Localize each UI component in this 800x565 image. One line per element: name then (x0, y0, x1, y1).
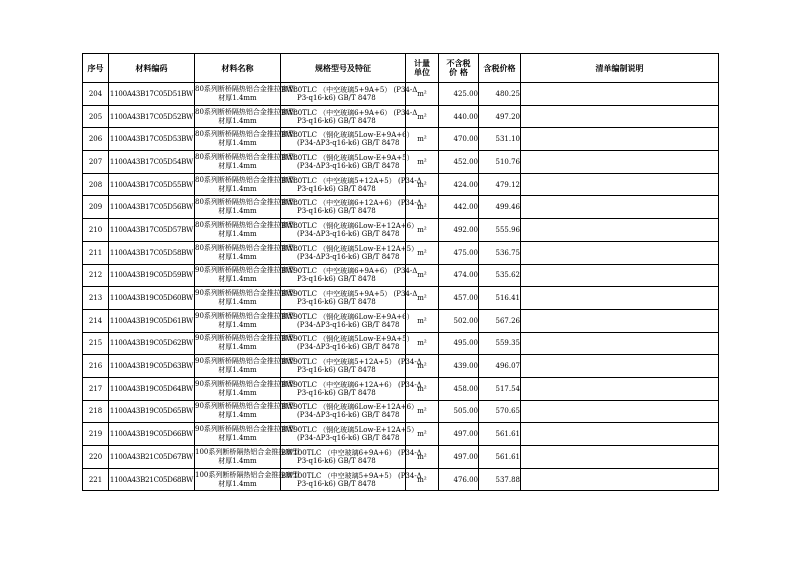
material-name (195, 468, 300, 491)
material-code: 1100A43B19C05D62BW (109, 332, 195, 355)
price-excl-tax: 442.00 (439, 196, 479, 219)
header-note: 清单编制说明 (521, 54, 719, 83)
material-code: 1100A43B19C05D61BW (109, 309, 195, 332)
note-cell (521, 196, 719, 219)
spec-line2: P3-q16-k6) GB/T 8478 (297, 479, 376, 488)
material-name-line1: 80系列断桥隔热铝合金推拉窗型 (195, 220, 295, 229)
note-cell (521, 105, 719, 128)
spec-line1: BW90TLC （中空玻璃6+12A+6） (P34-Δ (281, 380, 422, 389)
material-code: 1100A43B19C05D60BW (109, 287, 195, 310)
header-price (439, 54, 479, 83)
price-excl-tax: 505.00 (439, 400, 479, 423)
price-incl-tax: 480.25 (479, 83, 521, 106)
spec-line1: BW80TLC （钢化玻璃5Low-E+9A+6） (281, 131, 414, 140)
spec-cell (281, 400, 419, 423)
material-name-line1: 80系列断桥隔热铝合金推拉窗型 (195, 152, 295, 161)
material-name (195, 423, 295, 446)
spec-line1: BW90TLC （中空玻璃5+9A+5） (P34-Δ (281, 290, 418, 299)
spec-line1: BW100TLC （中空玻璃6+9A+6） (P34-Δ (281, 448, 422, 457)
table-body (83, 83, 719, 491)
price-excl-tax: 452.00 (439, 151, 479, 174)
note-cell (521, 377, 719, 400)
row-number: 221 (83, 468, 109, 491)
price-incl-tax: 499.46 (479, 196, 521, 219)
price-incl-tax: 535.62 (479, 264, 521, 287)
spec-line2: (P34-ΔP3-q16-k6) GB/T 8478 (297, 411, 400, 420)
material-name (195, 241, 295, 264)
spec-line1: BW80TLC （中空玻璃6+12A+6） (P34-Δ (281, 199, 422, 208)
table-row (83, 332, 719, 355)
material-code: 1100A43B17C05D51BW (109, 83, 195, 106)
material-name-line1: 90系列断桥隔热铝合金推拉窗型 (195, 266, 295, 275)
material-name-line1: 80系列断桥隔热铝合金推拉窗型 (195, 243, 295, 252)
price-incl-tax: 570.65 (479, 400, 521, 423)
spec-cell (281, 287, 418, 310)
material-name-line2: 材厚1.4mm (218, 298, 257, 307)
header-tax-price: 含税价格 (479, 54, 521, 83)
price-excl-tax: 474.00 (439, 264, 479, 287)
note-cell (521, 264, 719, 287)
note-cell (521, 241, 719, 264)
unit-cell: m² (406, 219, 439, 242)
material-name-line1: 90系列断桥隔热铝合金推拉窗型 (195, 402, 295, 411)
spec-cell (281, 241, 419, 264)
row-number: 204 (83, 83, 109, 106)
table-row (83, 173, 719, 196)
price-incl-tax: 496.07 (479, 355, 521, 378)
table-row (83, 241, 719, 264)
price-incl-tax: 497.20 (479, 105, 521, 128)
spec-line1: BW80TLC （钢化玻璃6Low-E+12A+6） (281, 221, 419, 230)
price-excl-tax: 439.00 (439, 355, 479, 378)
price-incl-tax: 479.12 (479, 173, 521, 196)
header-unit-line2: 单位 (414, 68, 430, 77)
material-code: 1100A43B19C05D63BW (109, 355, 195, 378)
material-name-line2: 材厚1.4mm (218, 139, 257, 148)
unit-cell: m² (406, 355, 439, 378)
unit-cell: m² (406, 309, 439, 332)
material-name-line2: 材厚1.4mm (218, 229, 257, 238)
material-name-line2: 材厚1.4mm (218, 434, 257, 443)
material-name-line1: 80系列断桥隔热铝合金推拉窗型 (195, 130, 295, 139)
price-excl-tax: 492.00 (439, 219, 479, 242)
spec-line2: P3-q16-k6) GB/T 8478 (297, 298, 376, 307)
material-name (195, 196, 295, 219)
material-name (195, 355, 295, 378)
row-number: 214 (83, 309, 109, 332)
material-name (195, 219, 295, 242)
spec-line2: P3-q16-k6) GB/T 8478 (297, 207, 376, 216)
note-cell (521, 287, 719, 310)
spec-cell (281, 151, 414, 174)
spec-line2: (P34-ΔP3-q16-k6) GB/T 8478 (297, 343, 400, 352)
price-excl-tax: 440.00 (439, 105, 479, 128)
note-cell (521, 400, 719, 423)
header-price-line2: 价 格 (449, 68, 468, 77)
table-row (83, 468, 719, 491)
table-row (83, 196, 719, 219)
table-row (83, 219, 719, 242)
price-excl-tax: 495.00 (439, 332, 479, 355)
material-name-line1: 90系列断桥隔热铝合金推拉窗型 (195, 425, 295, 434)
material-name-line2: 材厚1.4mm (218, 456, 257, 465)
spec-cell (281, 332, 414, 355)
spec-line1: BW80TLC （钢化玻璃5Low-E+9A+5） (281, 153, 414, 162)
header-name: 材料名称 (195, 54, 281, 83)
price-incl-tax: 567.26 (479, 309, 521, 332)
material-name (195, 446, 300, 469)
material-name (195, 332, 295, 355)
spec-line2: (P34-ΔP3-q16-k6) GB/T 8478 (297, 139, 400, 148)
header-price-line1: 不含税 (446, 59, 471, 68)
note-cell (521, 173, 719, 196)
spec-line2: (P34-ΔP3-q16-k6) GB/T 8478 (297, 320, 400, 329)
material-name-line2: 材厚1.4mm (218, 252, 257, 261)
row-number: 213 (83, 287, 109, 310)
spec-line1: BW80TLC （中空玻璃5+12A+5） (P34-Δ (281, 176, 422, 185)
unit-cell: m² (406, 173, 439, 196)
material-name-line2: 材厚1.4mm (218, 320, 257, 329)
spec-line2: (P34-ΔP3-q16-k6) GB/T 8478 (297, 229, 400, 238)
unit-cell: m² (406, 83, 439, 106)
unit-cell: m² (406, 128, 439, 151)
unit-cell: m² (406, 105, 439, 128)
material-name-line1: 80系列断桥隔热铝合金推拉窗型 (195, 107, 295, 116)
material-name-line2: 材厚1.4mm (218, 161, 257, 170)
table-row (83, 309, 719, 332)
material-name-line2: 材厚1.4mm (218, 411, 257, 420)
table-row (83, 128, 719, 151)
spec-cell (281, 264, 418, 287)
unit-cell: m² (406, 377, 439, 400)
note-cell (521, 446, 719, 469)
row-number: 209 (83, 196, 109, 219)
spec-line2: P3-q16-k6) GB/T 8478 (297, 184, 376, 193)
table-row (83, 264, 719, 287)
row-number: 205 (83, 105, 109, 128)
material-code: 1100A43B19C05D59BW (109, 264, 195, 287)
table-row (83, 83, 719, 106)
table-row (83, 151, 719, 174)
material-name-line1: 90系列断桥隔热铝合金推拉窗型 (195, 357, 295, 366)
material-code: 1100A43B17C05D55BW (109, 173, 195, 196)
material-name (195, 128, 295, 151)
spec-line2: (P34-ΔP3-q16-k6) GB/T 8478 (297, 252, 400, 261)
material-code: 1100A43B17C05D57BW (109, 219, 195, 242)
material-name (195, 151, 295, 174)
material-name-line2: 材厚1.4mm (218, 184, 257, 193)
spec-line1: BW90TLC （中空玻璃6+9A+6） (P34-Δ (281, 267, 418, 276)
material-name-line2: 材厚1.4mm (218, 275, 257, 284)
price-incl-tax: 531.10 (479, 128, 521, 151)
price-incl-tax: 559.35 (479, 332, 521, 355)
price-excl-tax: 497.00 (439, 423, 479, 446)
spec-line1: BW80TLC （钢化玻璃5Low-E+12A+5） (281, 244, 419, 253)
price-excl-tax: 457.00 (439, 287, 479, 310)
header-unit (406, 54, 439, 83)
material-code: 1100A43B21C05D67BW (109, 446, 195, 469)
price-incl-tax: 536.75 (479, 241, 521, 264)
spec-line2: P3-q16-k6) GB/T 8478 (297, 275, 376, 284)
table-row (83, 105, 719, 128)
table-row (83, 355, 719, 378)
material-name (195, 83, 295, 106)
spec-line2: P3-q16-k6) GB/T 8478 (297, 116, 376, 125)
material-name-line1: 100系列断桥隔热铝合金推拉窗型 (195, 447, 300, 456)
material-name-line1: 90系列断桥隔热铝合金推拉窗型 (195, 334, 295, 343)
material-name (195, 105, 295, 128)
material-name-line2: 材厚1.4mm (218, 366, 257, 375)
material-name-line1: 90系列断桥隔热铝合金推拉窗型 (195, 289, 295, 298)
price-incl-tax: 516.41 (479, 287, 521, 310)
material-name-line1: 80系列断桥隔热铝合金推拉窗型 (195, 198, 295, 207)
row-number: 220 (83, 446, 109, 469)
row-number: 206 (83, 128, 109, 151)
row-number: 218 (83, 400, 109, 423)
row-number: 211 (83, 241, 109, 264)
material-name (195, 400, 295, 423)
spec-line2: P3-q16-k6) GB/T 8478 (297, 93, 376, 102)
note-cell (521, 128, 719, 151)
spec-cell (281, 128, 414, 151)
material-code: 1100A43B17C05D56BW (109, 196, 195, 219)
spec-line1: BW90TLC （钢化玻璃6Low-E+9A+6） (281, 312, 414, 321)
price-excl-tax: 475.00 (439, 241, 479, 264)
material-name-line2: 材厚1.4mm (218, 93, 257, 102)
unit-cell: m² (406, 332, 439, 355)
spec-cell (281, 105, 418, 128)
unit-cell: m² (406, 151, 439, 174)
table-row (83, 287, 719, 310)
material-name-line1: 80系列断桥隔热铝合金推拉窗型 (195, 175, 295, 184)
material-price-table (82, 53, 719, 491)
price-incl-tax: 561.61 (479, 423, 521, 446)
material-code: 1100A43B19C05D66BW (109, 423, 195, 446)
unit-cell: m² (406, 287, 439, 310)
spec-line2: P3-q16-k6) GB/T 8478 (297, 456, 376, 465)
material-name (195, 264, 295, 287)
price-incl-tax: 555.96 (479, 219, 521, 242)
material-code: 1100A43B21C05D68BW (109, 468, 195, 491)
row-number: 217 (83, 377, 109, 400)
table-row (83, 446, 719, 469)
unit-cell: m² (406, 264, 439, 287)
spec-line1: BW80TLC （中空玻璃6+9A+6） (P34-Δ (281, 108, 418, 117)
row-number: 212 (83, 264, 109, 287)
table-row (83, 377, 719, 400)
unit-cell: m² (406, 446, 439, 469)
price-incl-tax: 517.54 (479, 377, 521, 400)
material-name-line2: 材厚1.4mm (218, 343, 257, 352)
spec-line1: BW100TLC （中空玻璃5+9A+5） (P34-Δ (281, 471, 422, 480)
row-number: 208 (83, 173, 109, 196)
spec-line1: BW90TLC （钢化玻璃5Low-E+12A+5） (281, 426, 419, 435)
price-excl-tax: 497.00 (439, 446, 479, 469)
material-name-line1: 90系列断桥隔热铝合金推拉窗型 (195, 311, 295, 320)
material-code: 1100A43B19C05D65BW (109, 400, 195, 423)
spec-line1: BW90TLC （中空玻璃5+12A+5） (P34-Δ (281, 358, 422, 367)
spec-line2: (P34-ΔP3-q16-k6) GB/T 8478 (297, 434, 400, 443)
unit-cell: m² (406, 468, 439, 491)
price-incl-tax: 537.88 (479, 468, 521, 491)
spec-line2: P3-q16-k6) GB/T 8478 (297, 366, 376, 375)
price-excl-tax: 424.00 (439, 173, 479, 196)
table-row (83, 400, 719, 423)
material-name-line1: 100系列断桥隔热铝合金推拉窗型 (195, 470, 300, 479)
note-cell (521, 83, 719, 106)
material-code: 1100A43B17C05D52BW (109, 105, 195, 128)
material-name-line2: 材厚1.4mm (218, 479, 257, 488)
row-number: 215 (83, 332, 109, 355)
note-cell (521, 151, 719, 174)
header-code: 材料编码 (109, 54, 195, 83)
material-code: 1100A43B17C05D53BW (109, 128, 195, 151)
price-excl-tax: 502.00 (439, 309, 479, 332)
spec-line1: BW90TLC （钢化玻璃5Low-E+9A+5） (281, 335, 414, 344)
header-spec: 规格型号及特征 (281, 54, 406, 83)
unit-cell: m² (406, 196, 439, 219)
row-number: 219 (83, 423, 109, 446)
spec-cell (281, 219, 419, 242)
price-excl-tax: 458.00 (439, 377, 479, 400)
note-cell (521, 332, 719, 355)
spec-cell (281, 83, 418, 106)
material-name-line1: 90系列断桥隔热铝合金推拉窗型 (195, 379, 295, 388)
material-code: 1100A43B17C05D58BW (109, 241, 195, 264)
material-name-line2: 材厚1.4mm (218, 207, 257, 216)
price-incl-tax: 561.61 (479, 446, 521, 469)
table-row (83, 423, 719, 446)
unit-cell: m² (406, 241, 439, 264)
row-number: 216 (83, 355, 109, 378)
price-incl-tax: 510.76 (479, 151, 521, 174)
material-name-line1: 80系列断桥隔热铝合金推拉窗型 (195, 84, 295, 93)
header-no: 序号 (83, 54, 109, 83)
row-number: 210 (83, 219, 109, 242)
spec-cell (281, 309, 414, 332)
document-page (82, 53, 718, 491)
material-name-line2: 材厚1.4mm (218, 116, 257, 125)
unit-cell: m² (406, 423, 439, 446)
table-header-row (83, 54, 719, 83)
price-excl-tax: 470.00 (439, 128, 479, 151)
material-name (195, 377, 295, 400)
material-code: 1100A43B17C05D54BW (109, 151, 195, 174)
note-cell (521, 468, 719, 491)
spec-line1: BW90TLC （钢化玻璃6Low-E+12A+6） (281, 403, 419, 412)
price-excl-tax: 425.00 (439, 83, 479, 106)
spec-cell (281, 423, 419, 446)
material-name-line2: 材厚1.4mm (218, 388, 257, 397)
price-excl-tax: 476.00 (439, 468, 479, 491)
material-code: 1100A43B19C05D64BW (109, 377, 195, 400)
unit-cell: m² (406, 400, 439, 423)
note-cell (521, 309, 719, 332)
material-name (195, 287, 295, 310)
row-number: 207 (83, 151, 109, 174)
spec-line2: P3-q16-k6) GB/T 8478 (297, 388, 376, 397)
header-unit-line1: 计量 (414, 59, 430, 68)
material-name (195, 309, 295, 332)
note-cell (521, 219, 719, 242)
note-cell (521, 355, 719, 378)
material-name (195, 173, 295, 196)
note-cell (521, 423, 719, 446)
spec-line1: BW80TLC （中空玻璃5+9A+5） (P34-Δ (281, 85, 418, 94)
spec-line2: (P34-ΔP3-q16-k6) GB/T 8478 (297, 161, 400, 170)
